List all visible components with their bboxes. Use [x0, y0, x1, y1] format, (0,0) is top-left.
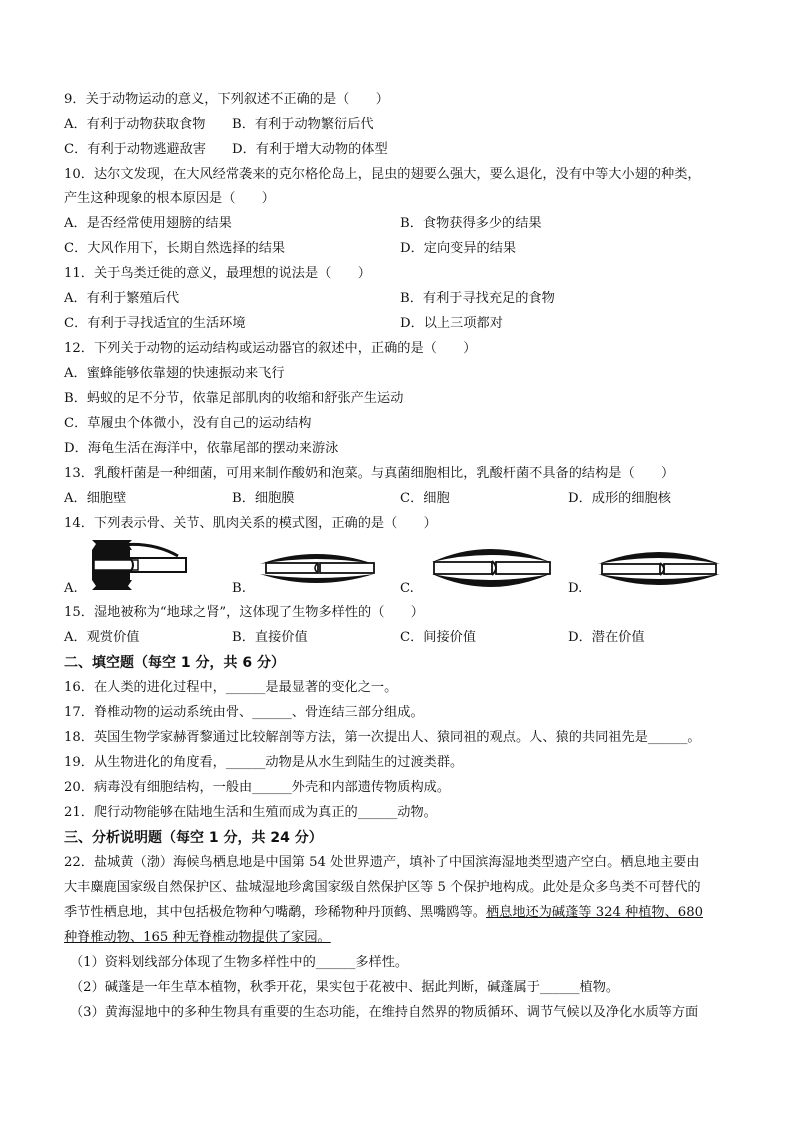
q22-sub1: （1）资料划线部分体现了生物多样性中的______多样性。 — [70, 955, 409, 970]
q13-option-a: A．细胞壁 — [64, 491, 127, 506]
q12-option-d: D．海龟生活在海洋中，依靠尾部的摆动来游泳 — [64, 441, 339, 456]
q12-stem: 12．下列关于动物的运动结构或运动器官的叙述中，正确的是（ ） — [64, 341, 477, 356]
bone-muscle-diagram-d — [594, 546, 724, 590]
q13-option-d: D．成形的细胞核 — [568, 491, 671, 506]
q15-option-d: D．潜在价值 — [568, 630, 645, 645]
q16: 16．在人类的进化过程中，______是最显著的变化之一。 — [64, 680, 398, 695]
q13-option-b: B．细胞膜 — [232, 491, 295, 506]
q10-option-b: B．食物获得多少的结果 — [400, 216, 542, 231]
q12-option-a: A．蜜蜂能够依靠翅的快速振动来飞行 — [64, 366, 285, 381]
bone-muscle-diagram-c — [426, 542, 556, 592]
q21: 21．爬行动物能够在陆地生活和生殖而成为真正的______动物。 — [64, 805, 437, 820]
q19: 19．从生物进化的角度看，______动物是从水生到陆生的过渡类群。 — [64, 755, 464, 770]
q10-option-c: C．大风作用下，长期自然选择的结果 — [64, 241, 286, 256]
q11-option-d: D．以上三项都对 — [400, 316, 503, 331]
q22-sub3: （3）黄海湿地中的多种生物具有重要的生态功能，在维持自然界的物质循环、调节气候以及净化水质等方面 — [70, 1005, 699, 1020]
q14-option-c: C. — [400, 581, 414, 596]
q15-option-a: A．观赏价值 — [64, 630, 140, 645]
q22-line1: 22．盐城黄（渤）海候鸟栖息地是中国第 54 处世界遗产，填补了中国滨海湿地类型遗产空白。栖息地主要由 — [64, 855, 700, 870]
q18: 18．英国生物学家赫胥黎通过比较解剖等方法，第一次提出人、猿同祖的观点。人、猿的共同祖先是______。 — [64, 730, 701, 745]
q11-option-c: C．有利于寻找适宜的生活环境 — [64, 316, 246, 331]
q22-underlined-text: 栖息地还为碱蓬等 324 种植物、680 — [486, 905, 703, 920]
q22-sub2: （2）碱蓬是一年生草本植物，秋季开花，果实包于花被中、据此判断，碱蓬属于______植物。 — [70, 980, 620, 995]
q11-option-a: A．有利于繁殖后代 — [64, 291, 180, 306]
q10-option-a: A．是否经常使用翅膀的结果 — [64, 216, 232, 231]
bone-muscle-diagram-b — [256, 548, 378, 588]
q11-stem: 11．关于鸟类迁徙的意义，最理想的说法是（ ） — [64, 266, 371, 281]
q22-line2: 大丰麋鹿国家级自然保护区、盐城湿地珍禽国家级自然保护区等 5 个保护地构成。此处是众多鸟类不可替代的 — [64, 880, 701, 895]
q13-stem: 13．乳酸杆菌是一种细菌，可用来制作酸奶和泡菜。与真菌细胞相比，乳酸杆菌不具备的结构是（ ） — [64, 466, 675, 481]
q17: 17．脊椎动物的运动系统由骨、______、骨连结三部分组成。 — [64, 705, 424, 720]
q10-option-d: D．定向变异的结果 — [400, 241, 517, 256]
q22-line3 — [64, 904, 703, 922]
section-2-title: 二、填空题（每空 1 分，共 6 分） — [64, 655, 285, 671]
q15-stem: 15．湿地被称为“地球之肾”，这体现了生物多样性的（ ） — [64, 605, 424, 620]
q22-line4-underlined: 种脊椎动物、165 种无脊椎动物提供了家园。 — [64, 930, 331, 945]
q15-option-b: B．直接价值 — [232, 630, 308, 645]
q10-stem-line1: 10．达尔文发现，在大风经常袭来的克尔格伦岛上，昆虫的翅要么强大，要么退化，没有中等大小翅的种类， — [64, 167, 701, 182]
q12-option-c: C．草履虫个体微小，没有自己的运动结构 — [64, 416, 312, 431]
q9-option-a: A．有利于动物获取食物 — [64, 117, 206, 132]
q9-stem: 9．关于动物运动的意义，下列叙述不正确的是（ ） — [64, 92, 389, 107]
q14-option-d: D. — [568, 581, 583, 596]
q9-option-c: C．有利于动物逃避敌害 — [64, 142, 206, 157]
q9-option-d: D．有利于增大动物的体型 — [232, 142, 388, 157]
q12-option-b: B．蚂蚁的足不分节，依靠足部肌肉的收缩和舒张产生运动 — [64, 391, 404, 406]
q14-stem: 14．下列表示骨、关节、肌肉关系的模式图，正确的是（ ） — [64, 516, 437, 531]
q10-stem-line2: 产生这种现象的根本原因是（ ） — [64, 191, 275, 206]
q22-line3-text: 季节性栖息地，其中包括极危物种勺嘴鹬，珍稀物种丹顶鹤、黑嘴鸥等。 — [64, 905, 486, 920]
q20: 20．病毒没有细胞结构，一般由______外壳和内部遗传物质构成。 — [64, 780, 451, 795]
q14-option-b: B. — [232, 581, 246, 596]
q9-option-b: B．有利于动物繁衍后代 — [232, 117, 374, 132]
section-3-title: 三、分析说明题（每空 1 分，共 24 分） — [64, 830, 323, 846]
bone-muscle-diagram-a — [86, 540, 196, 590]
q15-option-c: C．间接价值 — [400, 630, 477, 645]
q14-option-a: A. — [64, 581, 78, 596]
q11-option-b: B．有利于寻找充足的食物 — [400, 291, 555, 306]
q13-option-c: C．细胞 — [400, 491, 450, 506]
